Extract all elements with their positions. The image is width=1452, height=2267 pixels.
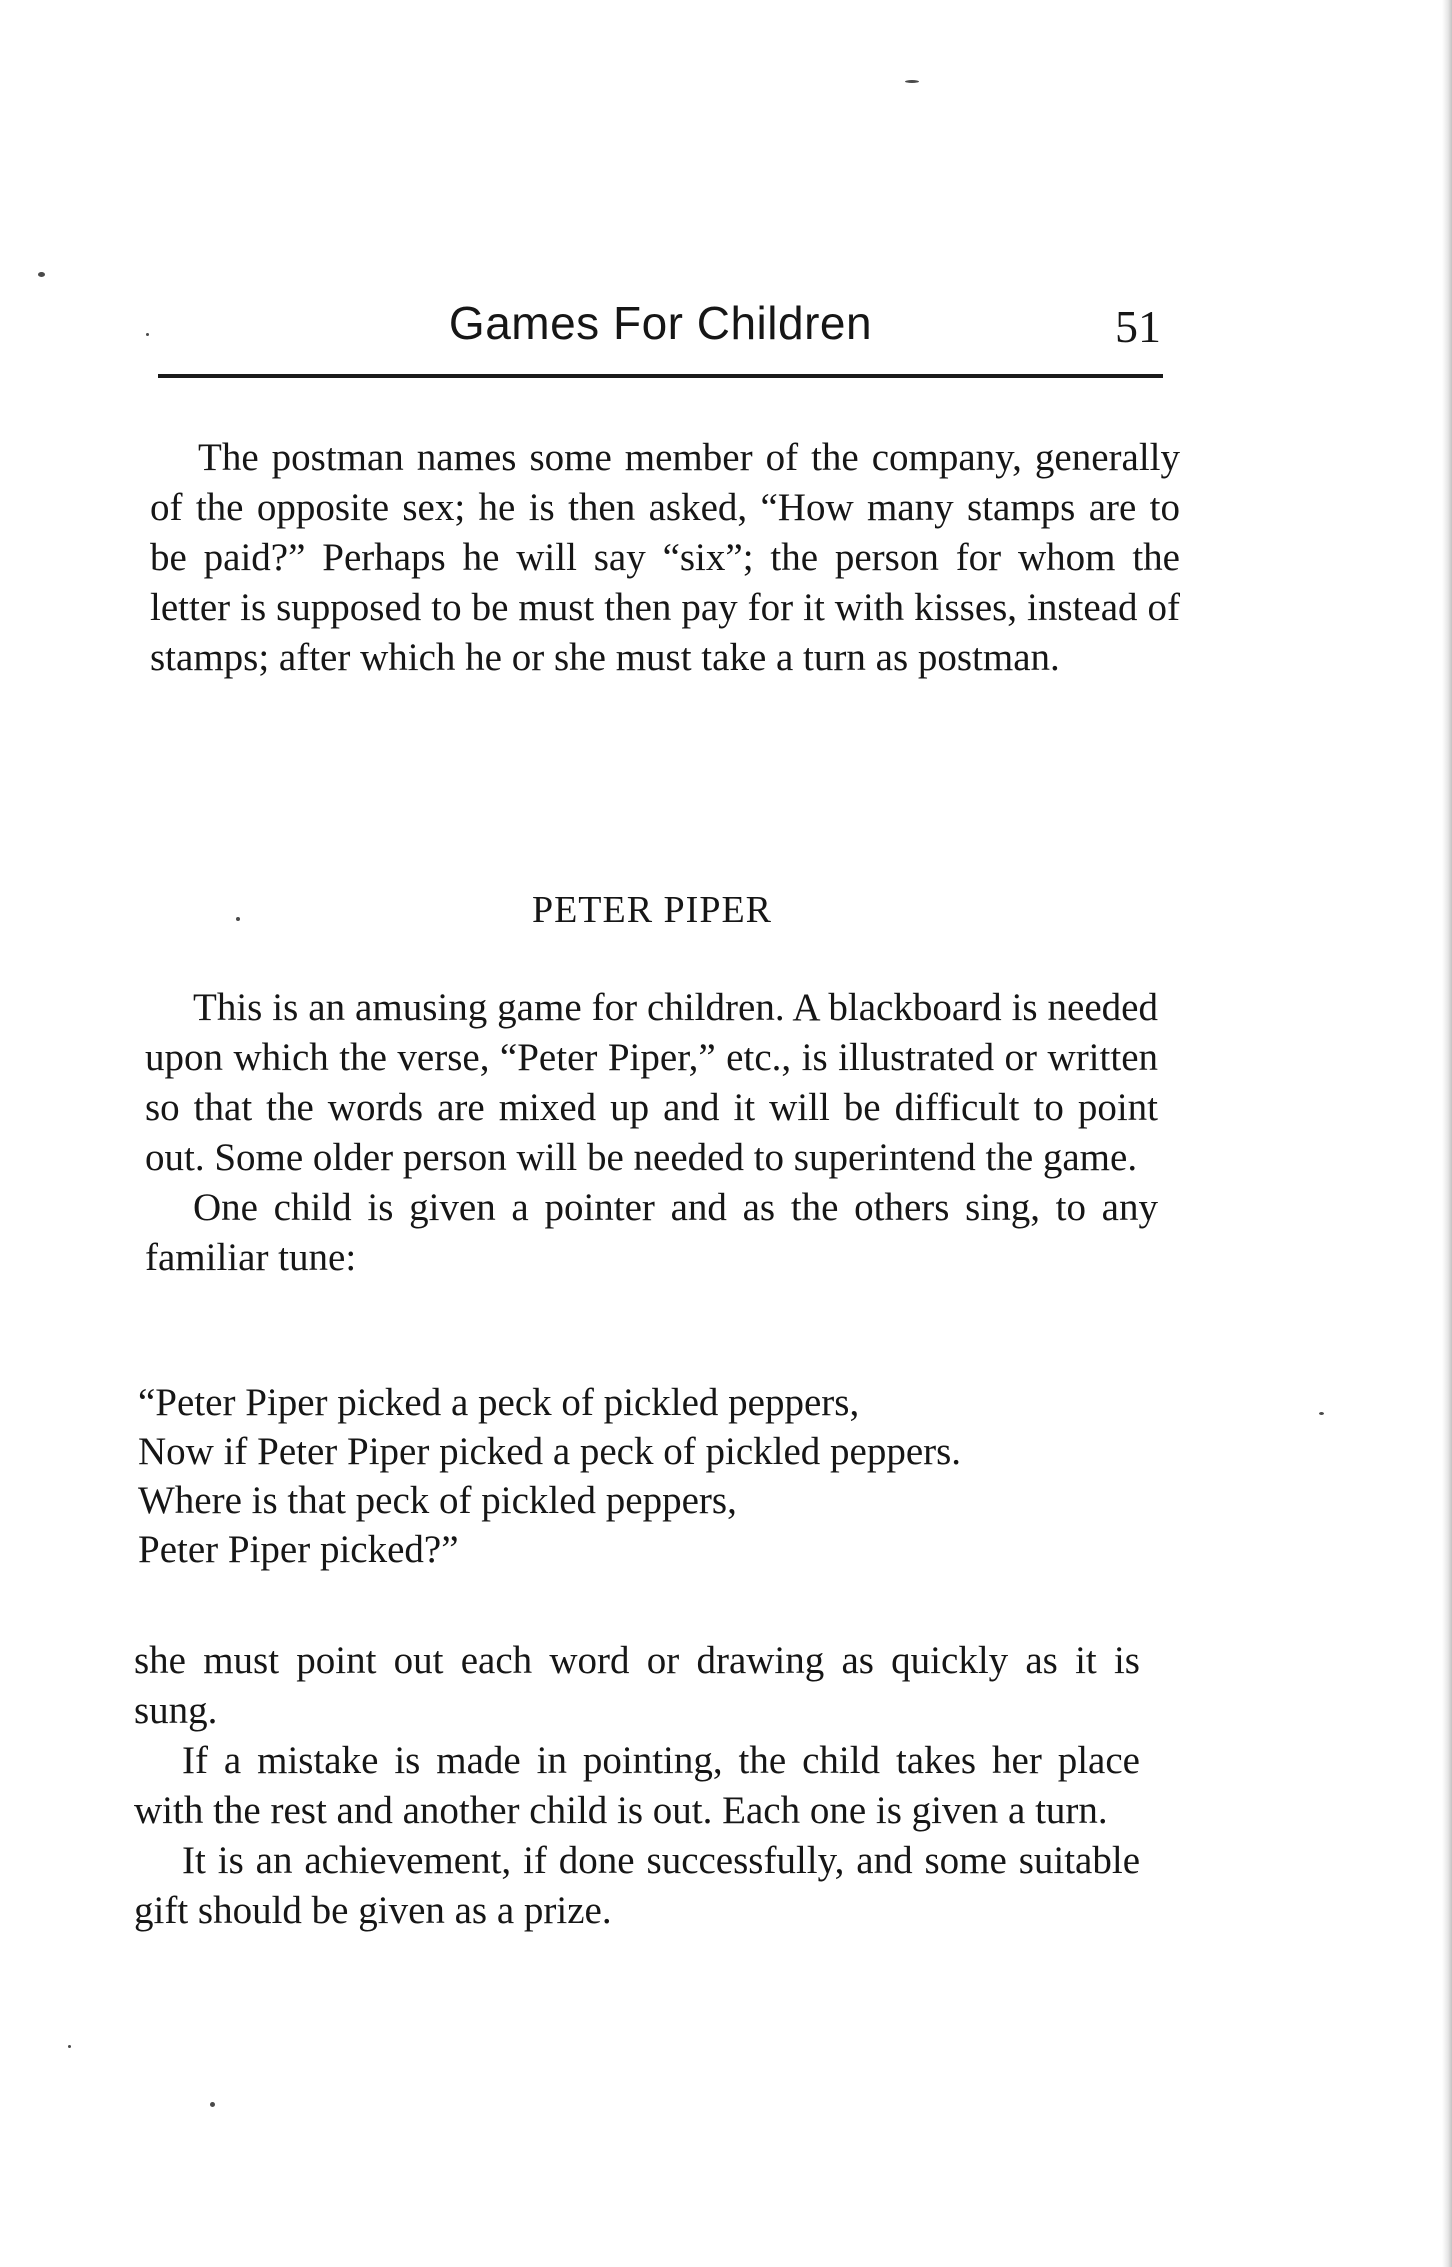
ink-speck <box>905 80 919 83</box>
closing-paragraph: If a mistake is made in pointing, the child takes her place with the rest and another child is out. Each one is given a turn. <box>134 1739 1140 1832</box>
running-title: Games For Children <box>448 297 873 349</box>
closing-paragraph: she must point out each word or drawing as quickly as it is sung. <box>134 1639 1140 1732</box>
ink-speck <box>210 2102 215 2107</box>
ink-speck <box>38 272 45 277</box>
ink-speck <box>1319 1412 1324 1415</box>
game-paragraph: One child is given a pointer and as the others sing, to any familiar tune: <box>145 1186 1158 1279</box>
game-description-block <box>145 983 1158 1283</box>
verse-block <box>138 1378 1198 1574</box>
closing-block <box>134 1636 1140 1936</box>
verse-line: Where is that peck of pickled peppers, <box>138 1479 737 1522</box>
intro-paragraph-block <box>150 433 1180 683</box>
scan-edge-shadow <box>1442 0 1452 2267</box>
closing-paragraph: It is an achievement, if done successfully, and some suitable gift should be given as a prize. <box>134 1839 1140 1932</box>
page-number: 51 <box>1115 301 1161 352</box>
page-header <box>158 290 1163 378</box>
verse-line: Now if Peter Piper picked a peck of pickled peppers. <box>138 1430 962 1473</box>
ink-speck <box>68 2045 71 2048</box>
section-heading: PETER PIPER <box>531 889 773 931</box>
verse-line: Peter Piper picked?” <box>138 1528 459 1571</box>
verse-line: “Peter Piper picked a peck of pickled peppers, <box>138 1381 860 1424</box>
game-paragraph: This is an amusing game for children. A blackboard is needed upon which the verse, “Peter Piper,” etc., is illustrated or written so that the words are mixed up and it will be difficult to point out. Some older person will be needed to superintend the game. <box>145 986 1158 1179</box>
ink-speck <box>146 333 149 336</box>
intro-paragraph: The postman names some member of the company, generally of the opposite sex; he is then asked, “How many stamps are to be paid?” Perhaps he will say “six”; the person for whom the letter is supposed to be must then pay for it with kisses, instead of stamps; after which he or she must take a turn as postman. <box>150 436 1180 679</box>
